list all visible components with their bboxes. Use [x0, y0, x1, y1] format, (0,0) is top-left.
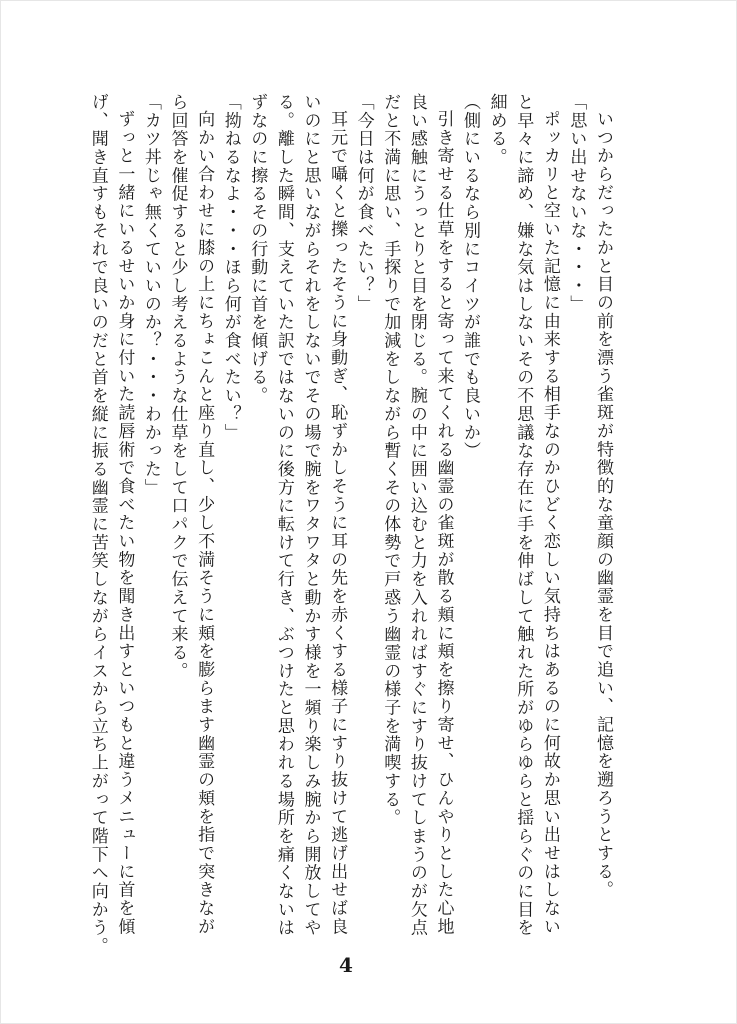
text-line: ずなのに擦るその行動に首を傾げる。: [247, 93, 268, 405]
text-line: いつからだったかと目の前を漂う雀斑が特徴的な童顔の幽霊を目で追い、記憶を遡ろうとする。: [593, 110, 613, 900]
text-line: 細める。: [486, 93, 507, 167]
text-line: ポッカリと空いた記憶に由来する相手なのかひどく恋しい気持ちはあるのに何故か思い出せはしない: [539, 110, 560, 936]
text-line: 向かい合わせに膝の上にちょこんと座り直し、少し不満そうに頬を膨らます幽霊の頬を指で突きなが: [194, 110, 215, 936]
text-line: げ、聞き直すもそれで良いのだと首を縦に振る幽霊に苦笑しながらイスから立ち上がって階下へ向かう。: [87, 93, 108, 956]
vertical-text-body: [84, 93, 616, 956]
text-line: 良い感触にうっとりと目を閉じる。腕の中に囲い込むと力を入れればすぐにすり抜けてしまうのが欠点: [406, 93, 427, 938]
page-number: 4: [339, 953, 353, 977]
text-line: る。離した瞬間、支えていた訳ではないのに後方に転けて行き、ぶつけたと思われる場所を痛くないは: [273, 93, 294, 938]
text-line: 引き寄せる仕草をすると寄って来てくれる幽霊の雀斑が散る頬に頬を擦り寄せ、ひんやりとした心地: [433, 110, 454, 936]
text-line: 「思い出せないな・・・」: [566, 93, 587, 314]
text-line: 「今日は何が食べたい？」: [353, 93, 374, 314]
text-line: 「カツ丼じゃ無くていいのか？・・・わかった」: [140, 93, 161, 497]
text-line: だと不満に思い、手探りで加減をしながら暫くその体勢で戸惑う幽霊の様子を満喫する。: [380, 93, 401, 827]
text-line: ら回答を催促すると少し考えるような仕草をして口パクで伝えて来る。: [167, 93, 188, 681]
text-line: （側にいるなら別にコイツが誰でも良いか）: [460, 93, 481, 460]
text-line: 「拗ねるなよ・・・ほら何が食べたい？」: [220, 93, 241, 442]
text-line: と早々に諦め、嫌な気はしないその不思議な存在に手を伸ばして触れた所がゆらゆらと揺らぐのに目を: [513, 93, 534, 938]
text-line: 耳元で囁くと擽ったそうに身動ぎ、恥ずかしそうに耳の先を赤くする様子にすり抜けて逃げ出せば良: [327, 110, 348, 936]
text-line: いのにと思いながらそれをしないでその場で腕をワタワタと動かす様を一頻り楽しみ腕から開放してや: [300, 93, 321, 938]
text-line: ずっと一緒にいるせいか身に付いた読唇術で食べたい物を聞き出すといつもと違うメニューに首を傾: [114, 110, 135, 936]
